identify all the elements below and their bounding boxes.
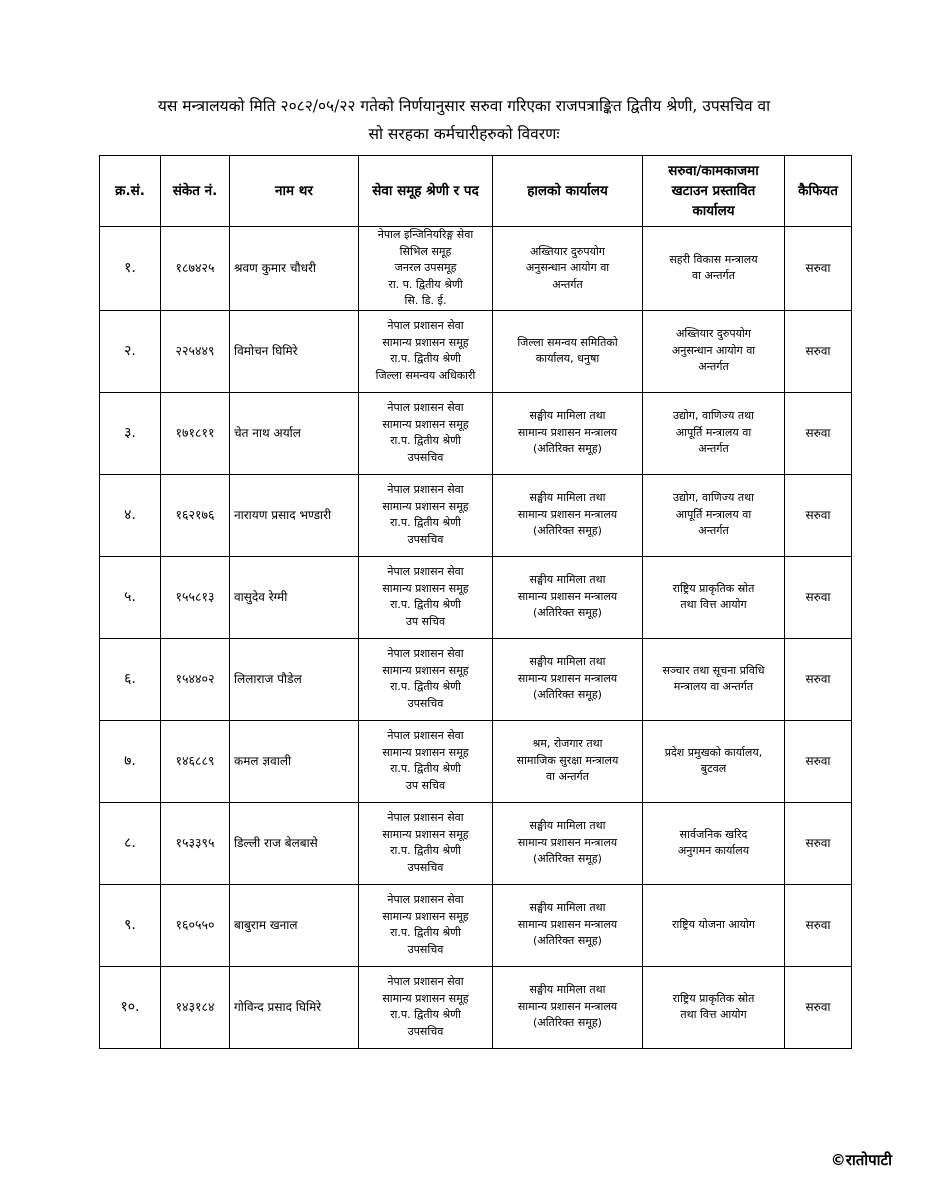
- service-cell: [359, 556, 493, 638]
- current-office-cell: [493, 474, 643, 556]
- service-cell-line: उपसचिव: [407, 450, 444, 464]
- proposed-office-cell: [643, 392, 785, 474]
- name-cell: नारायण प्रसाद भण्डारी: [230, 474, 359, 556]
- service-cell: [359, 227, 493, 311]
- current-office-cell-line: सङ्घीय मामिला तथा: [529, 983, 606, 997]
- proposed-office-cell: [643, 638, 785, 720]
- service-cell-line: सामान्य प्रशासन समूह: [382, 335, 469, 349]
- table-row: [100, 638, 852, 720]
- service-cell-line: रा.प. द्वितीय श्रेणी: [390, 844, 461, 857]
- service-cell-line: नेपाल प्रशासन सेवा: [387, 811, 464, 824]
- current-office-cell-line: सङ्घीय मामिला तथा: [529, 819, 606, 833]
- code-cell: १४६८८९: [161, 720, 230, 802]
- name-cell: डिल्ली राज बेलबासे: [230, 802, 359, 884]
- current-office-cell-line: श्रम, रोजगार तथा: [532, 737, 603, 751]
- name-cell: बाबुराम खनाल: [230, 884, 359, 966]
- table-row: [100, 802, 852, 884]
- proposed-office-cell-line: सार्वजनिक खरिद: [679, 827, 748, 841]
- serial-cell: १०.: [100, 966, 161, 1048]
- service-cell-line: नेपाल प्रशासन सेवा: [387, 729, 464, 742]
- service-cell-line: उपसचिव: [407, 860, 444, 874]
- name-cell: वासुदेव रेग्मी: [230, 556, 359, 638]
- current-office-cell: [493, 966, 643, 1048]
- serial-cell: ९.: [100, 884, 161, 966]
- table-header-row: [100, 156, 852, 227]
- name-cell: लिलाराज पौडेल: [230, 638, 359, 720]
- proposed-office-cell-line: प्रदेश प्रमुखको कार्यालय,: [664, 745, 763, 759]
- service-cell-line: सामान्य प्रशासन समूह: [382, 499, 469, 513]
- service-cell-line: उपसचिव: [407, 532, 444, 546]
- service-cell-line: नेपाल प्रशासन सेवा: [387, 647, 464, 660]
- code-cell: १५३३९५: [161, 802, 230, 884]
- current-office-cell: [493, 884, 643, 966]
- proposed-office-cell-line: राष्ट्रिय प्राकृतिक स्रोत: [672, 991, 755, 1005]
- serial-cell: २.: [100, 310, 161, 392]
- proposed-office-cell-line: अन्तर्गत: [698, 442, 729, 456]
- proposed-office-cell-line: वा अन्तर्गत: [692, 269, 735, 283]
- proposed-office-cell-line: अन्तर्गत: [698, 360, 729, 374]
- service-cell-line: सामान्य प्रशासन समूह: [382, 991, 469, 1005]
- proposed-office-cell: [643, 556, 785, 638]
- serial-cell: ८.: [100, 802, 161, 884]
- service-cell-line: रा.प. द्वितीय श्रेणी: [390, 516, 461, 529]
- current-office-cell-line: (अतिरिक्त समूह): [533, 934, 602, 948]
- service-cell-line: सामान्य प्रशासन समूह: [382, 909, 469, 923]
- current-office-cell-line: जिल्ला समन्वय समितिको: [517, 335, 618, 349]
- service-cell-line: रा.प. द्वितीय श्रेणी: [390, 352, 461, 365]
- code-cell: १६२१७६: [161, 474, 230, 556]
- current-office-cell-line: सामाजिक सुरक्षा मन्त्रालय: [516, 753, 619, 767]
- header-code: संकेत नं.: [161, 156, 230, 227]
- heading-line-2: सो सरहका कर्मचारीहरुको विवरणः: [368, 125, 560, 143]
- current-office-cell-line: सङ्घीय मामिला तथा: [529, 901, 606, 915]
- service-cell-line: उपसचिव: [407, 1024, 444, 1038]
- service-cell-line: नेपाल प्रशासन सेवा: [387, 975, 464, 988]
- proposed-office-cell: [643, 802, 785, 884]
- service-cell-line: जनरल उपसमूह: [394, 261, 457, 274]
- header-proposed-office: [643, 156, 785, 227]
- proposed-office-cell-line: अख्तियार दुरुपयोग: [676, 327, 751, 341]
- current-office-cell: [493, 638, 643, 720]
- service-cell-line: रा.प. द्वितीय श्रेणी: [390, 762, 461, 775]
- service-cell-line: नेपाल प्रशासन सेवा: [387, 401, 464, 414]
- current-office-cell: [493, 802, 643, 884]
- proposed-office-cell-line: मन्त्रालय वा अन्तर्गत: [673, 680, 754, 693]
- code-cell: २२५४४९: [161, 310, 230, 392]
- code-cell: १५५८१३: [161, 556, 230, 638]
- current-office-cell-line: वा अन्तर्गत: [546, 770, 589, 784]
- current-office-cell-line: सामान्य प्रशासन मन्त्रालय: [517, 507, 618, 521]
- service-cell-line: उप सचिव: [405, 778, 446, 792]
- table-row: [100, 310, 852, 392]
- proposed-office-cell: [643, 966, 785, 1048]
- service-cell: [359, 966, 493, 1048]
- remark-cell: सरुवा: [785, 227, 852, 311]
- proposed-office-cell-line: राष्ट्रिय प्राकृतिक स्रोत: [672, 581, 755, 595]
- current-office-cell-line: सामान्य प्रशासन मन्त्रालय: [517, 589, 618, 603]
- service-cell-line: सामान्य प्रशासन समूह: [382, 663, 469, 677]
- service-cell-line: रा.प. द्वितीय श्रेणी: [390, 598, 461, 611]
- proposed-office-cell: [643, 474, 785, 556]
- service-cell-line: सामान्य प्रशासन समूह: [382, 417, 469, 431]
- serial-cell: ४.: [100, 474, 161, 556]
- header-serial: क्र.सं.: [100, 156, 161, 227]
- current-office-cell: [493, 556, 643, 638]
- code-cell: १४३१८४: [161, 966, 230, 1048]
- serial-cell: १.: [100, 227, 161, 311]
- current-office-cell-line: सामान्य प्रशासन मन्त्रालय: [517, 835, 618, 849]
- service-cell-line: रा.प. द्वितीय श्रेणी: [390, 680, 461, 693]
- current-office-cell: [493, 720, 643, 802]
- proposed-office-cell-line: आपूर्ति मन्त्रालय वा: [675, 425, 752, 439]
- service-cell-line: जिल्ला समन्वय अधिकारी: [375, 368, 476, 382]
- remark-cell: सरुवा: [785, 720, 852, 802]
- proposed-office-cell-line: उद्योग, वाणिज्य तथा: [672, 491, 755, 505]
- proposed-office-cell-line: अनुगमन कार्यालय: [677, 844, 750, 857]
- proposed-office-cell-line: राष्ट्रिय योजना आयोग: [671, 917, 755, 931]
- service-cell-line: सामान्य प्रशासन समूह: [382, 745, 469, 759]
- header-service: सेवा समूह श्रेणी र पद: [359, 156, 493, 227]
- service-cell-line: नेपाल प्रशासन सेवा: [387, 319, 464, 332]
- current-office-cell-line: सङ्घीय मामिला तथा: [529, 655, 606, 669]
- current-office-cell-line: सामान्य प्रशासन मन्त्रालय: [517, 999, 618, 1013]
- table-row: [100, 884, 852, 966]
- serial-cell: ३.: [100, 392, 161, 474]
- header-remarks: कैफियत: [785, 156, 852, 227]
- remark-cell: सरुवा: [785, 392, 852, 474]
- header-proposed-line: खटाउन प्रस्तावित: [671, 183, 756, 199]
- service-cell: [359, 310, 493, 392]
- service-cell-line: नेपाल प्रशासन सेवा: [387, 483, 464, 496]
- remark-cell: सरुवा: [785, 884, 852, 966]
- header-proposed-line: सरुवा/कामकाजमा: [668, 163, 759, 179]
- service-cell: [359, 474, 493, 556]
- current-office-cell-line: (अतिरिक्त समूह): [533, 442, 602, 456]
- current-office-cell-line: (अतिरिक्त समूह): [533, 606, 602, 620]
- current-office-cell-line: सङ्घीय मामिला तथा: [529, 409, 606, 423]
- table-row: [100, 720, 852, 802]
- service-cell-line: नेपाल प्रशासन सेवा: [387, 565, 464, 578]
- service-cell: [359, 638, 493, 720]
- code-cell: १८७४२५: [161, 227, 230, 311]
- table-row: [100, 392, 852, 474]
- service-cell-line: सामान्य प्रशासन समूह: [382, 581, 469, 595]
- service-cell-line: रा. प. द्वितीय श्रेणी: [388, 277, 463, 291]
- proposed-office-cell-line: सञ्चार तथा सूचना प्रविधि: [662, 663, 765, 677]
- serial-cell: ६.: [100, 638, 161, 720]
- service-cell-line: सामान्य प्रशासन समूह: [382, 827, 469, 841]
- proposed-office-cell: [643, 720, 785, 802]
- serial-cell: ५.: [100, 556, 161, 638]
- service-cell-line: सि. डि. ई.: [404, 294, 447, 307]
- proposed-office-cell-line: बुटवल: [700, 762, 727, 775]
- proposed-office-cell-line: आपूर्ति मन्त्रालय वा: [675, 507, 752, 521]
- remark-cell: सरुवा: [785, 966, 852, 1048]
- remark-cell: सरुवा: [785, 638, 852, 720]
- service-cell: [359, 802, 493, 884]
- current-office-cell-line: सामान्य प्रशासन मन्त्रालय: [517, 917, 618, 931]
- service-cell-line: उपसचिव: [407, 942, 444, 956]
- name-cell: श्रवण कुमार चौधरी: [230, 227, 359, 311]
- current-office-cell-line: (अतिरिक्त समूह): [533, 1016, 602, 1030]
- transfer-table: [99, 155, 852, 1049]
- code-cell: १५४४०२: [161, 638, 230, 720]
- proposed-office-cell-line: अनुसन्धान आयोग वा: [671, 343, 756, 357]
- service-cell: [359, 720, 493, 802]
- service-cell-line: नेपाल प्रशासन सेवा: [387, 893, 464, 906]
- code-cell: १७१८११: [161, 392, 230, 474]
- service-cell-line: रा.प. द्वितीय श्रेणी: [390, 1008, 461, 1021]
- heading-line-1: यस मन्त्रालयको मिति २०८२/०५/२२ गतेको निर्णयानुसार सरुवा गरिएका राजपत्राङ्कित द्वितीय श्रेणी, उपसचिव वा: [157, 97, 771, 115]
- current-office-cell-line: सामान्य प्रशासन मन्त्रालय: [517, 425, 618, 439]
- service-cell: [359, 392, 493, 474]
- current-office-cell: [493, 392, 643, 474]
- proposed-office-cell: [643, 227, 785, 311]
- remark-cell: सरुवा: [785, 474, 852, 556]
- header-proposed-line: कार्यालय: [692, 203, 735, 219]
- name-cell: कमल ज्ञवाली: [230, 720, 359, 802]
- remark-cell: सरुवा: [785, 802, 852, 884]
- name-cell: चेत नाथ अर्याल: [230, 392, 359, 474]
- name-cell: विमोचन घिमिरे: [230, 310, 359, 392]
- table-body: [100, 227, 852, 1049]
- current-office-cell-line: सङ्घीय मामिला तथा: [529, 491, 606, 505]
- table-row: [100, 227, 852, 311]
- service-cell-line: उपसचिव: [407, 696, 444, 710]
- table-row: [100, 474, 852, 556]
- code-cell: १६०५५०: [161, 884, 230, 966]
- document-heading: [60, 92, 868, 148]
- proposed-office-cell-line: उद्योग, वाणिज्य तथा: [672, 409, 755, 423]
- header-current-office: हालको कार्यालय: [493, 156, 643, 227]
- current-office-cell-line: अख्तियार दुरुपयोग: [530, 244, 605, 258]
- service-cell-line: रा.प. द्वितीय श्रेणी: [390, 926, 461, 939]
- table-row: [100, 966, 852, 1048]
- service-cell-line: उप सचिव: [405, 614, 446, 628]
- header-name: नाम थर: [230, 156, 359, 227]
- proposed-office-cell-line: सहरी विकास मन्त्रालय: [669, 252, 758, 266]
- service-cell-line: रा.प. द्वितीय श्रेणी: [390, 434, 461, 447]
- current-office-cell-line: अनुसन्धान आयोग वा: [525, 261, 610, 274]
- current-office-cell-line: (अतिरिक्त समूह): [533, 524, 602, 538]
- service-cell-line: नेपाल इन्जिनियरिङ्ग सेवा: [377, 228, 474, 241]
- proposed-office-cell: [643, 310, 785, 392]
- current-office-cell-line: सामान्य प्रशासन मन्त्रालय: [517, 671, 618, 685]
- current-office-cell-line: कार्यालय, धनुषा: [535, 352, 600, 365]
- table-row: [100, 556, 852, 638]
- current-office-cell-line: (अतिरिक्त समूह): [533, 688, 602, 702]
- proposed-office-cell: [643, 884, 785, 966]
- current-office-cell-line: (अतिरिक्त समूह): [533, 852, 602, 866]
- proposed-office-cell-line: तथा वित्त आयोग: [680, 1008, 747, 1021]
- service-cell-line: सिभिल समूह: [399, 244, 452, 258]
- remark-cell: सरुवा: [785, 310, 852, 392]
- service-cell: [359, 884, 493, 966]
- proposed-office-cell-line: अन्तर्गत: [698, 524, 729, 538]
- current-office-cell: [493, 227, 643, 311]
- current-office-cell-line: अन्तर्गत: [552, 277, 583, 291]
- watermark: ©रातोपाटी: [830, 1151, 892, 1169]
- current-office-cell: [493, 310, 643, 392]
- remark-cell: सरुवा: [785, 556, 852, 638]
- current-office-cell-line: सङ्घीय मामिला तथा: [529, 573, 606, 587]
- serial-cell: ७.: [100, 720, 161, 802]
- proposed-office-cell-line: तथा वित्त आयोग: [680, 598, 747, 611]
- name-cell: गोविन्द प्रसाद घिमिरे: [230, 966, 359, 1048]
